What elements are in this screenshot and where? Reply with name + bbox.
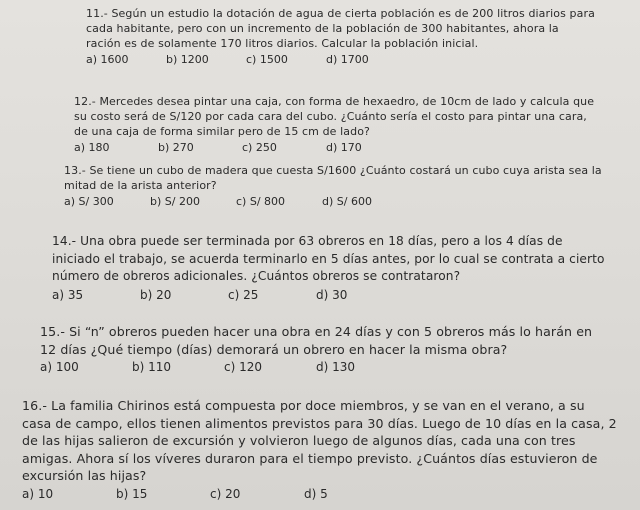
option-b: b) 20 — [140, 287, 172, 302]
option-d: d) 30 — [316, 287, 348, 302]
option-c: c) S/ 800 — [236, 195, 286, 208]
problem-13 — [64, 163, 604, 211]
option-b: b) 270 — [158, 141, 194, 154]
problem-text: 12.- Mercedes desea pintar una caja, con forma de hexaedro, de 10cm de lado y calcula que su costo será de S/120 por cada cara del cubo. ¿Cuánto sería el costo para pintar una cara, de una caja de forma similar pero de 15 cm de lado? — [74, 95, 595, 138]
option-c: c) 25 — [228, 287, 259, 302]
problem-text: 15.- Si “n” obreros pueden hacer una obra en 24 días y con 5 obreros más lo harán en 12 días ¿Qué tiempo (días) demorará un obrero en hacer la misma obra? — [40, 324, 593, 357]
option-b: b) 1200 — [166, 53, 209, 66]
option-d: d) S/ 600 — [322, 195, 372, 208]
option-a: a) 100 — [40, 360, 79, 374]
problem-14 — [52, 233, 607, 304]
option-a: a) 1600 — [86, 53, 129, 66]
option-a: a) 35 — [52, 287, 84, 302]
option-a: a) S/ 300 — [64, 195, 114, 208]
option-c: c) 1500 — [246, 53, 288, 66]
problem-11 — [86, 6, 596, 69]
answer-options — [86, 53, 596, 69]
option-c: c) 120 — [224, 360, 262, 374]
answer-options — [64, 195, 604, 211]
problem-text: 14.- Una obra puede ser terminada por 63 obreros en 18 días, pero a los 4 días de iniciado el trabajo, se acuerda terminarlo en 5 días antes, por lo cual se contrata a cierto número de obreros adicionales. ¿Cuántos obreros se contrataron? — [52, 234, 605, 283]
option-b: b) S/ 200 — [150, 195, 200, 208]
option-d: d) 130 — [316, 360, 356, 374]
problem-text: 11.- Según un estudio la dotación de agua de cierta población es de 200 litros diarios para cada habitante, pero con un incremento de la población de 300 habitantes, ahora la ración es de solamente 170 litros diarios. Calcular la población inicial. — [86, 7, 595, 50]
option-b: b) 110 — [132, 360, 172, 374]
option-d: d) 5 — [304, 486, 328, 501]
answer-options — [22, 487, 617, 503]
answer-options — [52, 288, 607, 304]
option-d: d) 1700 — [326, 53, 369, 66]
option-a: a) 10 — [22, 486, 54, 501]
option-c: c) 20 — [210, 486, 241, 501]
problem-text: 13.- Se tiene un cubo de madera que cuesta S/1600 ¿Cuánto costará un cubo cuya arista sea la mitad de la arista anterior? — [64, 164, 602, 192]
option-d: d) 170 — [326, 141, 362, 154]
problem-16 — [22, 397, 617, 503]
option-a: a) 180 — [74, 141, 110, 154]
answer-options — [74, 141, 599, 157]
problem-15 — [40, 323, 605, 376]
option-b: b) 15 — [116, 486, 148, 501]
problem-12 — [74, 94, 599, 157]
problem-text: 16.- La familia Chirinos está compuesta por doce miembros, y se van en el verano, a su casa de campo, ellos tienen alimentos previstos para 30 días. Luego de 10 días en la casa, 2 de las hijas salieron de excursión y volvieron luego de algunos días, cada una con tres amigas. Ahora sí los víveres duraron para el tiempo previsto. ¿Cuántos días estuvieron de excursión las hijas? — [22, 398, 617, 483]
answer-options — [40, 360, 605, 376]
option-c: c) 250 — [242, 141, 277, 154]
